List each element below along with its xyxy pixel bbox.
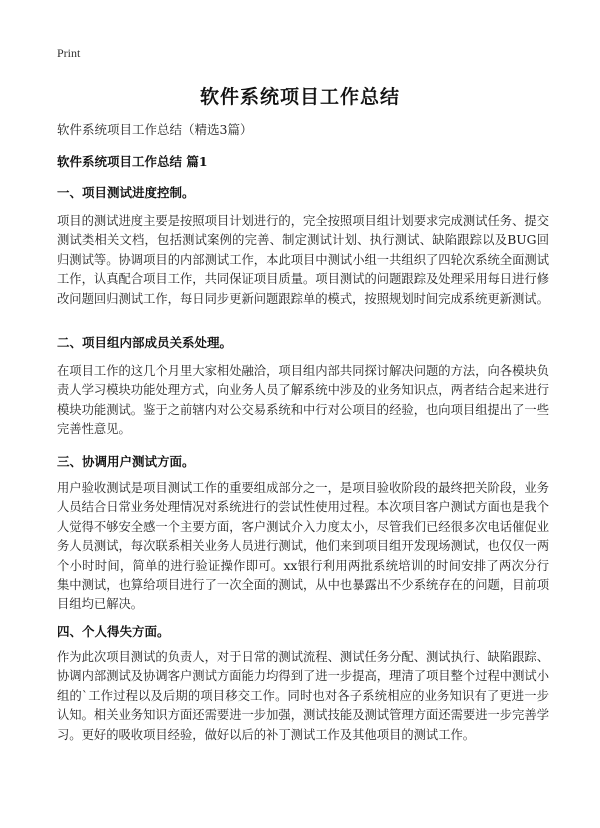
section-body-2: 在项目工作的这几个月里大家相处融洽，项目组内部共同探讨解决问题的方法，向各模块负责人学习模块功能处理方式，向业务人员了解系统中涉及的业务知识点，两者结合起来进行模块功能测试。鉴于之前辖内对公交易系统和中行对公项目的经验，也向项目组提出了一些完善性意见。: [57, 364, 549, 437]
document-subtitle: 软件系统项目工作总结（精选3篇）: [57, 122, 253, 137]
section-heading-1: 一、项目测试进度控制。: [57, 185, 195, 200]
section-heading-2: 二、项目组内部成员关系处理。: [57, 335, 233, 350]
part-heading: 软件系统项目工作总结 篇1: [57, 154, 208, 169]
section-body-4: 作为此次项目测试的负责人，对于日常的测试流程、测试任务分配、测试执行、缺陷跟踪、协调内部测试及协调客户测试方面能力均得到了进一步提高，理清了项目整个过程中测试小组的`工作过程以及后期的项目移交工作。同时也对各子系统相应的业务知识有了更进一步认知。相关业务知识方面还需要进一步加强，测试技能及测试管理方面还需要进一步完善学习。更好的吸收项目经验，做好以后的补丁测试工作及其他项目的测试工作。: [57, 650, 549, 742]
section-body-1: 项目的测试进度主要是按照项目计划进行的，完全按照项目组计划要求完成测试任务、提交测试类相关文档，包括测试案例的完善、制定测试计划、执行测试、缺陷跟踪以及BUG回归测试等。协调项目的内部测试工作，本此项目中测试小组一共组织了四轮次系统全面测试工作，认真配合项目工作，共同保证项目质量。项目测试的问题跟踪及处理采用每日进行修改问题回归测试工作，每日同步更新问题跟踪单的模式，按照规划时间完成系统更新测试。: [57, 214, 549, 306]
print-label: Print: [57, 46, 81, 60]
section-heading-3: 三、协调用户测试方面。: [57, 454, 195, 469]
document-title: 软件系统项目工作总结: [199, 86, 400, 108]
section-heading-4: 四、个人得失方面。: [57, 624, 170, 639]
section-body-3: 用户验收测试是项目测试工作的重要组成部分之一，是项目验收阶段的最终把关阶段，业务人员结合日常业务处理情况对系统进行的尝试性使用过程。本次项目客户测试方面也是我个人觉得不够安全感一个主要方面，客户测试介入力度太小，尽管我们已经很多次电话催促业务人员测试，每次联系相关业务人员进行测试，他们来到项目组开发现场测试，也仅仅一两个小时时间，简单的进行验证操作即可。xx银行利用两批系统培训的时间安排了两次分行集中测试，也算给项目进行了一次全面的测试，从中也暴露出不少系统存在的问题，目前项目组均已解决。: [57, 481, 549, 612]
